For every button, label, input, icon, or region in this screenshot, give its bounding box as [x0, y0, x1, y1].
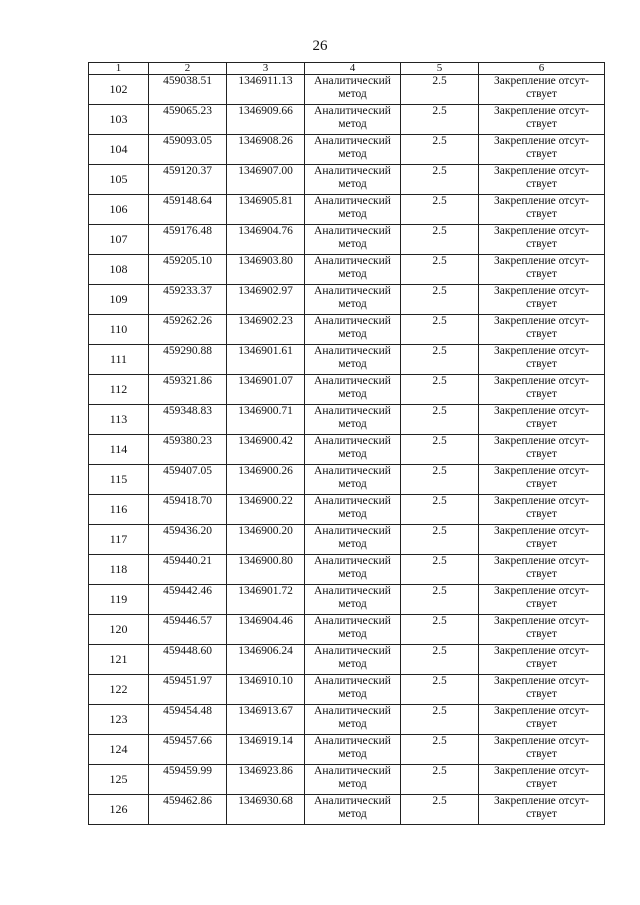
accuracy-value: 2.5	[401, 555, 479, 585]
method-line-2: метод	[338, 417, 367, 430]
fixing-line-1: Закрепление отсут-	[494, 75, 589, 87]
coordinate-x: 459457.66	[149, 735, 227, 765]
method-cell	[305, 465, 401, 495]
accuracy-value: 2.5	[401, 645, 479, 675]
method-cell	[305, 135, 401, 165]
method-line-2: метод	[338, 387, 367, 400]
point-number: 126	[89, 795, 149, 825]
coordinate-y: 1346900.26	[227, 465, 305, 495]
coordinate-y: 1346907.00	[227, 165, 305, 195]
method-cell	[305, 615, 401, 645]
accuracy-value: 2.5	[401, 585, 479, 615]
coordinate-y: 1346900.80	[227, 555, 305, 585]
method-line-2: метод	[338, 657, 367, 670]
column-header-1: 1	[89, 63, 149, 75]
method-cell	[305, 675, 401, 705]
accuracy-value: 2.5	[401, 435, 479, 465]
coordinate-x: 459380.23	[149, 435, 227, 465]
coordinate-x: 459442.46	[149, 585, 227, 615]
method-cell	[305, 105, 401, 135]
coordinate-x: 459093.05	[149, 135, 227, 165]
table-row	[89, 765, 605, 795]
fixing-line-2: ствует	[526, 387, 557, 400]
method-line-1: Аналитический	[314, 405, 391, 417]
fixing-line-2: ствует	[526, 207, 557, 220]
accuracy-value: 2.5	[401, 675, 479, 705]
accuracy-value: 2.5	[401, 345, 479, 375]
coordinate-y: 1346900.71	[227, 405, 305, 435]
method-cell	[305, 165, 401, 195]
fixing-description	[479, 525, 605, 555]
point-number: 117	[89, 525, 149, 555]
table-row	[89, 75, 605, 105]
fixing-line-2: ствует	[526, 717, 557, 730]
coordinate-y: 1346923.86	[227, 765, 305, 795]
fixing-description	[479, 405, 605, 435]
table-row	[89, 195, 605, 225]
fixing-line-2: ствует	[526, 327, 557, 340]
coordinate-y: 1346913.67	[227, 705, 305, 735]
coordinate-x: 459321.86	[149, 375, 227, 405]
coordinate-y: 1346900.20	[227, 525, 305, 555]
coordinate-x: 459348.83	[149, 405, 227, 435]
fixing-line-2: ствует	[526, 117, 557, 130]
method-line-2: метод	[338, 567, 367, 580]
fixing-line-2: ствует	[526, 687, 557, 700]
method-cell	[305, 435, 401, 465]
coordinate-y: 1346901.72	[227, 585, 305, 615]
method-line-1: Аналитический	[314, 105, 391, 117]
coordinate-y: 1346930.68	[227, 795, 305, 825]
fixing-line-2: ствует	[526, 507, 557, 520]
fixing-description	[479, 495, 605, 525]
fixing-description	[479, 795, 605, 825]
method-line-2: метод	[338, 777, 367, 790]
fixing-line-2: ствует	[526, 747, 557, 760]
method-line-1: Аналитический	[314, 195, 391, 207]
coordinate-x: 459436.20	[149, 525, 227, 555]
accuracy-value: 2.5	[401, 375, 479, 405]
method-line-2: метод	[338, 327, 367, 340]
accuracy-value: 2.5	[401, 525, 479, 555]
column-header-6: 6	[479, 63, 605, 75]
fixing-description	[479, 615, 605, 645]
table-row	[89, 165, 605, 195]
coordinate-y: 1346910.10	[227, 675, 305, 705]
fixing-line-1: Закрепление отсут-	[494, 585, 589, 597]
method-line-1: Аналитический	[314, 615, 391, 627]
fixing-line-2: ствует	[526, 177, 557, 190]
table-row	[89, 435, 605, 465]
table-row	[89, 285, 605, 315]
accuracy-value: 2.5	[401, 405, 479, 435]
method-line-1: Аналитический	[314, 165, 391, 177]
accuracy-value: 2.5	[401, 795, 479, 825]
method-line-2: метод	[338, 147, 367, 160]
fixing-line-2: ствует	[526, 447, 557, 460]
method-line-1: Аналитический	[314, 585, 391, 597]
coordinate-x: 459148.64	[149, 195, 227, 225]
method-line-2: метод	[338, 717, 367, 730]
fixing-line-1: Закрепление отсут-	[494, 405, 589, 417]
method-line-2: метод	[338, 687, 367, 700]
table-row	[89, 555, 605, 585]
method-line-1: Аналитический	[314, 225, 391, 237]
fixing-description	[479, 225, 605, 255]
method-cell	[305, 735, 401, 765]
fixing-description	[479, 255, 605, 285]
fixing-line-1: Закрепление отсут-	[494, 345, 589, 357]
method-cell	[305, 765, 401, 795]
fixing-line-2: ствует	[526, 357, 557, 370]
accuracy-value: 2.5	[401, 465, 479, 495]
table-row	[89, 495, 605, 525]
coordinate-y: 1346911.13	[227, 75, 305, 105]
fixing-line-1: Закрепление отсут-	[494, 555, 589, 567]
fixing-description	[479, 285, 605, 315]
fixing-line-2: ствует	[526, 807, 557, 820]
method-cell	[305, 585, 401, 615]
fixing-line-1: Закрепление отсут-	[494, 795, 589, 807]
method-line-2: метод	[338, 807, 367, 820]
fixing-line-2: ствует	[526, 597, 557, 610]
table-row	[89, 585, 605, 615]
point-number: 121	[89, 645, 149, 675]
coordinate-x: 459038.51	[149, 75, 227, 105]
method-line-1: Аналитический	[314, 645, 391, 657]
coordinate-x: 459065.23	[149, 105, 227, 135]
point-number: 110	[89, 315, 149, 345]
method-line-1: Аналитический	[314, 375, 391, 387]
method-line-1: Аналитический	[314, 705, 391, 717]
method-line-1: Аналитический	[314, 285, 391, 297]
method-cell	[305, 555, 401, 585]
coordinate-x: 459418.70	[149, 495, 227, 525]
fixing-line-1: Закрепление отсут-	[494, 465, 589, 477]
fixing-line-2: ствует	[526, 777, 557, 790]
fixing-line-1: Закрепление отсут-	[494, 765, 589, 777]
fixing-line-1: Закрепление отсут-	[494, 195, 589, 207]
fixing-line-1: Закрепление отсут-	[494, 495, 589, 507]
method-line-2: метод	[338, 537, 367, 550]
method-line-2: метод	[338, 207, 367, 220]
coordinate-y: 1346902.23	[227, 315, 305, 345]
fixing-description	[479, 735, 605, 765]
coordinates-table	[88, 62, 605, 825]
table-row	[89, 255, 605, 285]
coordinate-x: 459448.60	[149, 645, 227, 675]
column-header-5: 5	[401, 63, 479, 75]
method-line-2: метод	[338, 87, 367, 100]
fixing-line-2: ствует	[526, 237, 557, 250]
method-cell	[305, 375, 401, 405]
fixing-line-2: ствует	[526, 417, 557, 430]
point-number: 116	[89, 495, 149, 525]
method-cell	[305, 255, 401, 285]
method-cell	[305, 345, 401, 375]
fixing-line-1: Закрепление отсут-	[494, 225, 589, 237]
method-line-2: метод	[338, 627, 367, 640]
coordinate-y: 1346909.66	[227, 105, 305, 135]
fixing-line-1: Закрепление отсут-	[494, 705, 589, 717]
fixing-line-2: ствует	[526, 147, 557, 160]
coordinate-x: 459451.97	[149, 675, 227, 705]
method-line-2: метод	[338, 447, 367, 460]
coordinate-x: 459205.10	[149, 255, 227, 285]
fixing-description	[479, 585, 605, 615]
fixing-description	[479, 555, 605, 585]
fixing-line-1: Закрепление отсут-	[494, 375, 589, 387]
point-number: 108	[89, 255, 149, 285]
point-number: 109	[89, 285, 149, 315]
table-row	[89, 315, 605, 345]
coordinate-x: 459233.37	[149, 285, 227, 315]
column-header-3: 3	[227, 63, 305, 75]
table-header-row	[89, 63, 605, 75]
method-line-1: Аналитический	[314, 495, 391, 507]
method-line-1: Аналитический	[314, 525, 391, 537]
method-line-1: Аналитический	[314, 255, 391, 267]
method-line-2: метод	[338, 267, 367, 280]
table-row	[89, 345, 605, 375]
accuracy-value: 2.5	[401, 75, 479, 105]
coordinate-y: 1346904.46	[227, 615, 305, 645]
fixing-line-2: ствует	[526, 297, 557, 310]
fixing-line-1: Закрепление отсут-	[494, 315, 589, 327]
accuracy-value: 2.5	[401, 735, 479, 765]
method-cell	[305, 195, 401, 225]
method-line-1: Аналитический	[314, 345, 391, 357]
fixing-line-2: ствует	[526, 567, 557, 580]
method-cell	[305, 315, 401, 345]
method-cell	[305, 405, 401, 435]
method-line-2: метод	[338, 477, 367, 490]
point-number: 120	[89, 615, 149, 645]
fixing-line-1: Закрепление отсут-	[494, 735, 589, 747]
method-line-1: Аналитический	[314, 135, 391, 147]
method-line-2: метод	[338, 117, 367, 130]
coordinate-y: 1346900.42	[227, 435, 305, 465]
method-line-2: метод	[338, 597, 367, 610]
accuracy-value: 2.5	[401, 615, 479, 645]
coordinate-y: 1346905.81	[227, 195, 305, 225]
fixing-line-2: ствует	[526, 87, 557, 100]
fixing-line-1: Закрепление отсут-	[494, 105, 589, 117]
coordinate-x: 459459.99	[149, 765, 227, 795]
point-number: 112	[89, 375, 149, 405]
coordinate-x: 459290.88	[149, 345, 227, 375]
point-number: 106	[89, 195, 149, 225]
fixing-line-2: ствует	[526, 537, 557, 550]
point-number: 111	[89, 345, 149, 375]
point-number: 104	[89, 135, 149, 165]
fixing-line-1: Закрепление отсут-	[494, 135, 589, 147]
point-number: 122	[89, 675, 149, 705]
point-number: 114	[89, 435, 149, 465]
accuracy-value: 2.5	[401, 765, 479, 795]
fixing-line-1: Закрепление отсут-	[494, 165, 589, 177]
accuracy-value: 2.5	[401, 285, 479, 315]
table-row	[89, 525, 605, 555]
coordinate-x: 459407.05	[149, 465, 227, 495]
fixing-line-1: Закрепление отсут-	[494, 645, 589, 657]
table-row	[89, 135, 605, 165]
coordinate-x: 459262.26	[149, 315, 227, 345]
accuracy-value: 2.5	[401, 705, 479, 735]
coordinate-y: 1346904.76	[227, 225, 305, 255]
accuracy-value: 2.5	[401, 495, 479, 525]
coordinate-x: 459454.48	[149, 705, 227, 735]
table-row	[89, 375, 605, 405]
coordinate-x: 459462.86	[149, 795, 227, 825]
table-row	[89, 645, 605, 675]
page-number: 26	[312, 38, 328, 54]
coordinate-y: 1346901.07	[227, 375, 305, 405]
fixing-description	[479, 645, 605, 675]
table-body	[89, 75, 605, 825]
method-line-2: метод	[338, 177, 367, 190]
accuracy-value: 2.5	[401, 135, 479, 165]
coordinate-y: 1346901.61	[227, 345, 305, 375]
fixing-description	[479, 165, 605, 195]
fixing-description	[479, 75, 605, 105]
method-cell	[305, 495, 401, 525]
accuracy-value: 2.5	[401, 255, 479, 285]
method-line-2: метод	[338, 357, 367, 370]
accuracy-value: 2.5	[401, 195, 479, 225]
accuracy-value: 2.5	[401, 105, 479, 135]
method-cell	[305, 645, 401, 675]
accuracy-value: 2.5	[401, 315, 479, 345]
method-cell	[305, 705, 401, 735]
method-cell	[305, 795, 401, 825]
method-line-2: метод	[338, 237, 367, 250]
fixing-description	[479, 315, 605, 345]
fixing-description	[479, 675, 605, 705]
coordinate-x: 459446.57	[149, 615, 227, 645]
fixing-description	[479, 195, 605, 225]
coordinate-x: 459176.48	[149, 225, 227, 255]
method-line-1: Аналитический	[314, 555, 391, 567]
fixing-line-2: ствует	[526, 627, 557, 640]
column-header-4: 4	[305, 63, 401, 75]
accuracy-value: 2.5	[401, 225, 479, 255]
method-cell	[305, 285, 401, 315]
fixing-line-2: ствует	[526, 267, 557, 280]
fixing-line-2: ствует	[526, 477, 557, 490]
method-line-1: Аналитический	[314, 315, 391, 327]
point-number: 125	[89, 765, 149, 795]
fixing-line-1: Закрепление отсут-	[494, 675, 589, 687]
fixing-line-1: Закрепление отсут-	[494, 435, 589, 447]
table-row	[89, 465, 605, 495]
fixing-description	[479, 135, 605, 165]
fixing-description	[479, 435, 605, 465]
fixing-line-1: Закрепление отсут-	[494, 615, 589, 627]
point-number: 107	[89, 225, 149, 255]
point-number: 105	[89, 165, 149, 195]
fixing-line-1: Закрепление отсут-	[494, 285, 589, 297]
fixing-description	[479, 765, 605, 795]
fixing-line-2: ствует	[526, 657, 557, 670]
point-number: 119	[89, 585, 149, 615]
method-line-1: Аналитический	[314, 765, 391, 777]
table-row	[89, 615, 605, 645]
method-line-2: метод	[338, 747, 367, 760]
table-row	[89, 105, 605, 135]
point-number: 118	[89, 555, 149, 585]
point-number: 123	[89, 705, 149, 735]
table-row	[89, 705, 605, 735]
method-line-1: Аналитический	[314, 75, 391, 87]
fixing-description	[479, 375, 605, 405]
coordinate-x: 459120.37	[149, 165, 227, 195]
fixing-description	[479, 465, 605, 495]
method-line-2: метод	[338, 507, 367, 520]
point-number: 113	[89, 405, 149, 435]
coordinate-y: 1346906.24	[227, 645, 305, 675]
table-row	[89, 225, 605, 255]
table-row	[89, 405, 605, 435]
method-cell	[305, 75, 401, 105]
fixing-description	[479, 345, 605, 375]
point-number: 102	[89, 75, 149, 105]
table-row	[89, 735, 605, 765]
method-line-1: Аналитический	[314, 465, 391, 477]
coordinate-x: 459440.21	[149, 555, 227, 585]
method-line-1: Аналитический	[314, 435, 391, 447]
method-line-1: Аналитический	[314, 795, 391, 807]
fixing-line-1: Закрепление отсут-	[494, 255, 589, 267]
fixing-description	[479, 105, 605, 135]
accuracy-value: 2.5	[401, 165, 479, 195]
table-row	[89, 795, 605, 825]
method-cell	[305, 525, 401, 555]
point-number: 115	[89, 465, 149, 495]
point-number: 103	[89, 105, 149, 135]
coordinate-y: 1346902.97	[227, 285, 305, 315]
table-row	[89, 675, 605, 705]
coordinate-y: 1346900.22	[227, 495, 305, 525]
method-line-1: Аналитический	[314, 675, 391, 687]
point-number: 124	[89, 735, 149, 765]
method-line-2: метод	[338, 297, 367, 310]
coordinate-y: 1346908.26	[227, 135, 305, 165]
method-cell	[305, 225, 401, 255]
fixing-description	[479, 705, 605, 735]
coordinate-y: 1346919.14	[227, 735, 305, 765]
method-line-1: Аналитический	[314, 735, 391, 747]
column-header-2: 2	[149, 63, 227, 75]
fixing-line-1: Закрепление отсут-	[494, 525, 589, 537]
coordinate-y: 1346903.80	[227, 255, 305, 285]
